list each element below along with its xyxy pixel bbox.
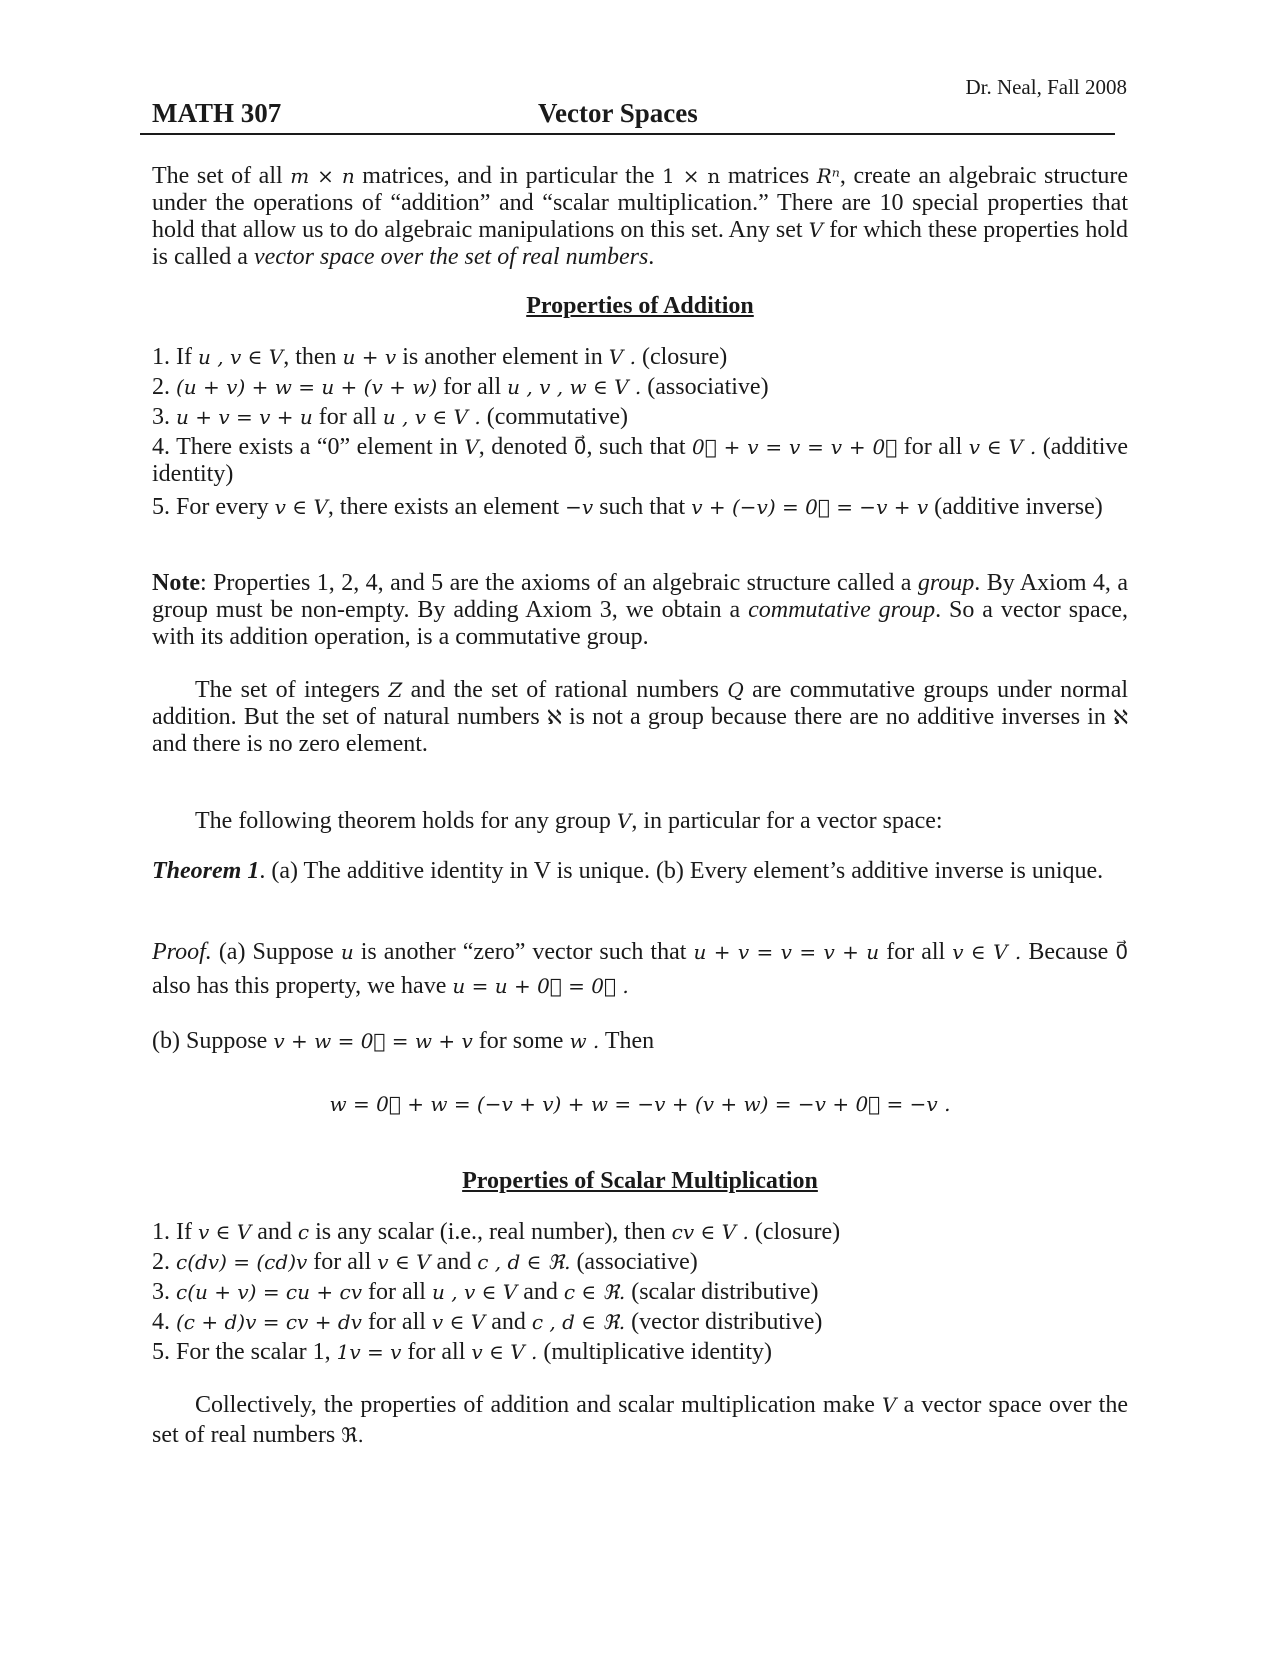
theorem-paragraph [152,858,1128,885]
math-expr: v ∈ V . [968,435,1037,459]
item-text: for all [443,374,502,400]
math-rn: Rⁿ [816,164,840,188]
item-tag: (multiplicative identity) [543,1339,772,1365]
math-expr: V [464,435,479,459]
theorem-label: Theorem 1 [152,858,260,884]
intro-text: The set of all [152,163,283,189]
math-expr: v ∈ V [377,1250,431,1274]
math-expr: c(dv) = (cd)v [176,1250,308,1274]
list-item [152,494,1128,521]
author-date: Dr. Neal, Fall 2008 [965,75,1127,99]
item-tag: (scalar distributive) [631,1279,819,1305]
math-expr: u , v ∈ V [197,345,284,369]
math-expr: 1v = v [336,1340,402,1364]
note-paragraph [152,570,1128,651]
zero-vector: 0⃗ [573,435,587,459]
para-text: is not a group because there are no additive inverses in [568,704,1106,730]
term-group: group [917,570,975,596]
item-text: 2. [152,374,170,400]
note-text: . By Axiom 4, a group must be non-empty. By adding Axiom 3, we obtain a [152,570,1128,623]
math-expr: u = u + 0⃗ = 0⃗ . [452,974,629,998]
math-expr: (c + d)v = cv + dv [176,1310,362,1334]
item-text: and [491,1309,526,1335]
math-expr: v ∈ V [431,1310,486,1334]
scalar-heading: Properties of Scalar Multiplication [462,1168,818,1194]
list-item [152,1247,1128,1277]
item-text: and [523,1279,558,1305]
list-item [152,1217,1128,1247]
math-expr: u + v [342,345,397,369]
math-reals: ℜ. [341,1423,364,1447]
list-item [152,1307,1128,1337]
intro-paragraph [152,163,1128,271]
note-text: : Properties 1, 2, 4, and 5 are the axioms of an algebraic structure called a [199,570,912,596]
proof-a-paragraph [152,935,1128,1003]
item-text: for all [318,404,377,430]
list-item [152,434,1128,488]
list-item [152,372,1128,402]
math-expr: u + v = v + u [176,405,313,429]
proof-b-paragraph [152,1028,1128,1055]
item-text: such that [599,494,686,520]
math-expr: v ∈ V . [471,1340,538,1364]
math-dims: m × n [290,164,355,188]
para-text: for all [886,939,946,965]
defined-term: vector space over the set of real numbers [253,244,649,270]
math-naturals: ℵ [546,705,562,729]
note-label: Note [152,570,200,596]
intro-text: for which these properties hold is called a [152,217,1128,270]
integers-paragraph [152,677,1128,758]
theorem-text: . (a) The additive identity in V is unique. (b) Every element’s additive inverse is unique. [259,858,1104,884]
item-tag: (additive identity) [152,434,1129,487]
intro-text: matrices, and in particular the [362,163,655,189]
math-v: V [882,1393,897,1417]
item-text: is any scalar (i.e., real number), then [315,1219,666,1245]
item-text: for all [368,1279,426,1305]
item-text: 2. [152,1249,170,1275]
math-expr: (u + v) + w = u + (v + w) [176,375,438,399]
para-text: for some [478,1028,564,1054]
conclusion-paragraph [152,1390,1128,1450]
item-text: 1. If [152,1219,192,1245]
para-text: and there is no zero element. [152,731,428,757]
math-u: u [340,940,354,964]
item-text: for all [367,1309,426,1335]
item-text: 5. For the scalar 1, [152,1339,331,1365]
para-text: (a) Suppose [218,939,334,965]
item-text: 1. If [152,344,192,370]
math-expr: 0⃗ + v = v = v + 0⃗ [692,435,898,459]
item-tag: (commutative) [486,404,628,430]
intro-end: . [648,244,655,270]
item-tag: (additive inverse) [934,494,1103,520]
math-v: V [616,809,632,833]
item-text: , then [283,344,337,370]
math-expr: u + v = v = v + u [693,940,880,964]
list-item [152,1277,1128,1307]
intro-text: , create an algebraic structure under the operations of “addition” and “scalar multiplication.” There are 10 special properties that hold that allow us to do algebraic manipulations on this set. Any set [152,163,1129,243]
list-item [152,402,1128,432]
item-tag: (vector distributive) [631,1309,823,1335]
para-text: The following theorem holds for any group [195,808,611,834]
math-w: w . [569,1029,600,1053]
math-expr: v + w = 0⃗ = w + v [273,1029,473,1053]
theorem-intro [152,808,1128,835]
item-tag: (associative) [647,374,769,400]
item-text: 4. [152,1309,170,1335]
math-expr: cv ∈ V . [671,1220,749,1244]
math-expr: −v [565,495,594,519]
math-expr: V . [608,345,636,369]
proof-label: Proof. [152,939,212,965]
list-item [152,1337,1128,1367]
zero-vector: 0⃗ [1115,940,1129,964]
note-text: . So a vector space, with its addition operation, is a commutative group. [152,597,1129,650]
item-text: 4. There exists a “0” element in [152,434,458,460]
para-text: Collectively, the properties of addition and scalar multiplication make [195,1392,875,1418]
page-title: Vector Spaces [538,98,698,128]
item-tag: (associative) [576,1249,698,1275]
item-text: and [257,1219,292,1245]
item-text: , there exists an element [327,494,560,520]
course-code: MATH 307 [152,98,282,128]
para-text: , in particular for a vector space: [631,808,943,834]
addition-list [152,342,1128,521]
math-naturals: ℵ [1113,705,1129,729]
para-text: and the set of rational numbers [410,677,719,703]
math-expr: v ∈ V . [952,940,1022,964]
math-expr: u , v ∈ V [431,1280,518,1304]
math-expr: c [297,1220,310,1244]
para-text: Because [1028,939,1109,965]
item-text: 3. [152,404,170,430]
math-expr: u , v , w ∈ V . [507,375,642,399]
math-row-dims: 1 × n [662,164,721,188]
math-expr: v ∈ V [274,495,328,519]
para-text: The set of integers [195,677,380,703]
list-item [152,342,1128,372]
math-q: Q [727,678,744,702]
scalar-list [152,1217,1128,1367]
math-expr: c ∈ ℜ. [563,1280,626,1304]
math-expr: u , v ∈ V . [382,405,481,429]
intro-text: matrices [727,163,810,189]
para-text: (b) Suppose [152,1028,268,1054]
item-text: for all [313,1249,372,1275]
para-text: also has this property, we have [152,973,447,999]
display-equation: w = 0⃗ + w = (−v + v) + w = −v + (v + w) = −v + 0⃗ = −v . [329,1092,951,1116]
para-text: Then [604,1028,655,1054]
para-text: are commutative groups under normal addition. But the set of natural numbers [152,677,1129,730]
math-expr: v ∈ V [197,1220,252,1244]
item-text: is another element in [402,344,603,370]
math-expr: c(u + v) = cu + cv [176,1280,362,1304]
item-tag: (closure) [641,344,728,370]
header-rule [140,133,1115,135]
item-text: 3. [152,1279,170,1305]
addition-heading: Properties of Addition [526,293,754,319]
item-text: , denoted [478,434,568,460]
math-expr: c , d ∈ ℜ. [477,1250,571,1274]
item-text: for all [903,434,963,460]
para-text: a vector space over the set of real numbers [152,1392,1128,1448]
item-text: for all [407,1339,466,1365]
math-z: Z [388,678,403,702]
para-text: is another “zero” vector such that [360,939,687,965]
math-expr: c , d ∈ ℜ. [531,1310,626,1334]
term-commutative-group: commutative group [748,597,936,623]
item-text: 5. For every [152,494,269,520]
item-text: and [436,1249,472,1275]
item-text: , such that [586,434,686,460]
math-expr: v + (−v) = 0⃗ = −v + v [691,495,929,519]
math-v: V [808,218,824,242]
item-tag: (closure) [754,1219,841,1245]
